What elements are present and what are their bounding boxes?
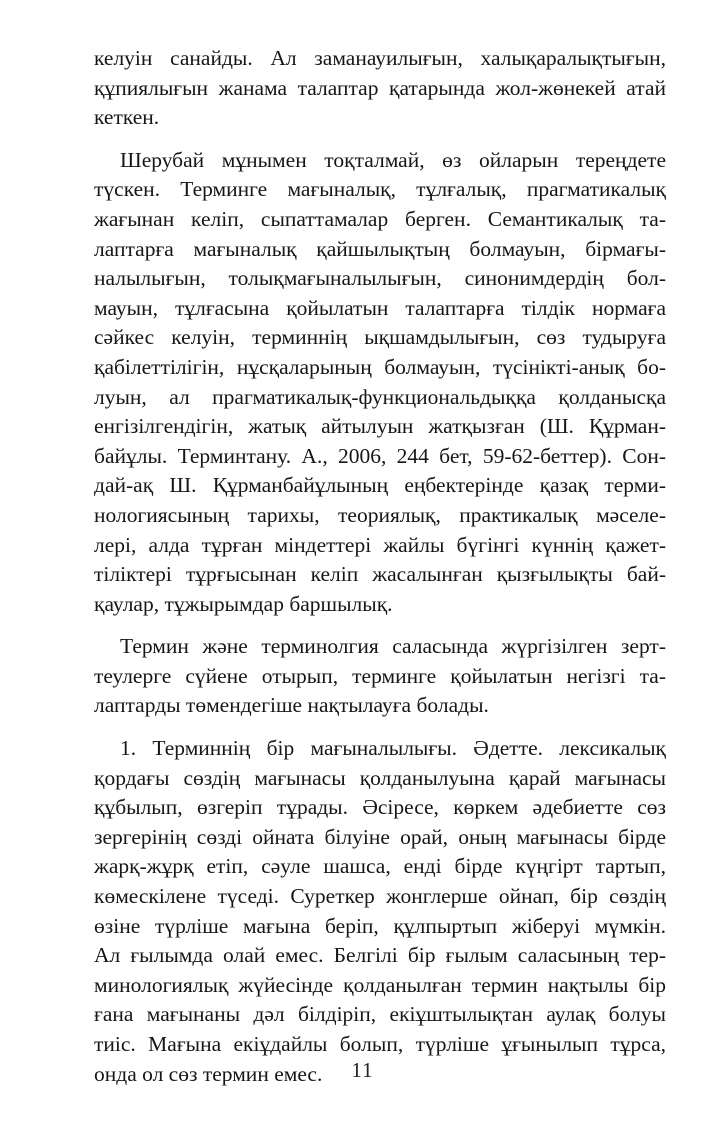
text-line: жағынан келіп, сыпаттамалар берген. Семантикалық та- [94,206,666,231]
text-line: қабілеттілігін, нұсқаларының болмауын, түсінікті-анық бо- [94,354,666,379]
text-line: қаулар, тұжырымдар баршылық. [94,591,393,616]
text-line: 1. Терминнің бір мағыналылығы. Әдетте. лексикалық [120,736,666,761]
text-line: жарқ-жұрқ етіп, сәуле шашса, енді бірде күңгірт тартып, [94,854,666,879]
text-line: минологиялық жүйесінде қолданылған термин нақтылы бір [94,972,666,997]
text-line: ғана мағынаны дәл білдіріп, екіұштылықтан аулақ болуы [94,1002,666,1027]
text-line: зергерінің сөзді ойната білуіне орай, оның мағынасы бірде [94,824,666,849]
text-line: нологиясының тарихы, теориялық, практикалық мәселе- [94,502,666,527]
text-line: Ал ғылымда олай емес. Белгілі бір ғылым саласының тер- [94,943,666,968]
text-line: Шерубай мұнымен тоқталмай, өз ойларын тереңдете [120,147,666,172]
text-line: көмескілене түседі. Суреткер жонглерше ойнап, бір сөздің [94,884,666,909]
paragraph-1 [94,44,666,133]
text-line: лаптарға мағыналық қайшылықтың болмауын, бірмағы- [94,236,666,261]
text-line: байұлы. Терминтану. А., 2006, 244 бет, 59-62-беттер). Сон- [94,443,666,468]
text-line: қордағы сөздің мағынасы қолданылуына қарай мағынасы [94,765,666,790]
paragraph-3 [94,632,666,721]
text-line: мауын, тұлғасына қойылатын талаптарға тілдік нормаға [94,295,666,320]
text-line: налылығын, толықмағыналылығын, синонимдердің бол- [94,266,666,291]
text-line: дай-ақ Ш. Құрманбайұлының еңбектерінде қазақ терми- [94,473,666,498]
text-line: құбылып, өзгеріп тұрады. Әсіресе, көркем әдебиетте сөз [94,795,666,820]
text-line: өзіне түрліше мағына беріп, құлпыртып жіберуі мүмкін. [94,913,666,938]
text-line: түскен. Терминге мағыналық, тұлғалық, прагматикалық [94,177,666,202]
page-body [94,44,666,1089]
text-line: онда ол сөз термин емес. [94,1061,323,1086]
text-line: тиіс. Мағына екіұдайлы болып, түрліше ұғынылып тұрса, [94,1032,666,1056]
page-number: 11 [351,1058,374,1082]
text-line: кеткен. [94,105,160,130]
text-line: луын, ал прагматикалық-функциональдыққа қолданысқа [94,384,666,409]
text-line: лері, алда тұрған міндеттері жайлы бүгінгі күннің қажет- [94,532,666,557]
text-line: лаптарды төмендегіше нақтылауға болады. [94,693,489,718]
paragraph-4 [94,734,666,1089]
text-line: келуін санайды. Ал заманауилығын, халықаралықтығын, [94,46,666,70]
text-line: енгізілгендігін, жатық айтылуын жатқызған (Ш. Құрман- [94,414,666,439]
text-line: сәйкес келуін, терминнің ықшамдылығын, сөз тудыруға [94,325,666,350]
text-line: теулерге сүйене отырып, терминге қойылатын негізгі та- [94,663,666,688]
paragraph-2 [94,146,666,620]
text-line: құпиялығын жанама талаптар қатарында жол-жөнекей атай [94,75,666,100]
text-line: Термин және терминолгия саласында жүргізілген зерт- [120,634,666,659]
text-line: тіліктері тұрғысынан келіп жасалынған қызғылықты бай- [94,562,666,587]
